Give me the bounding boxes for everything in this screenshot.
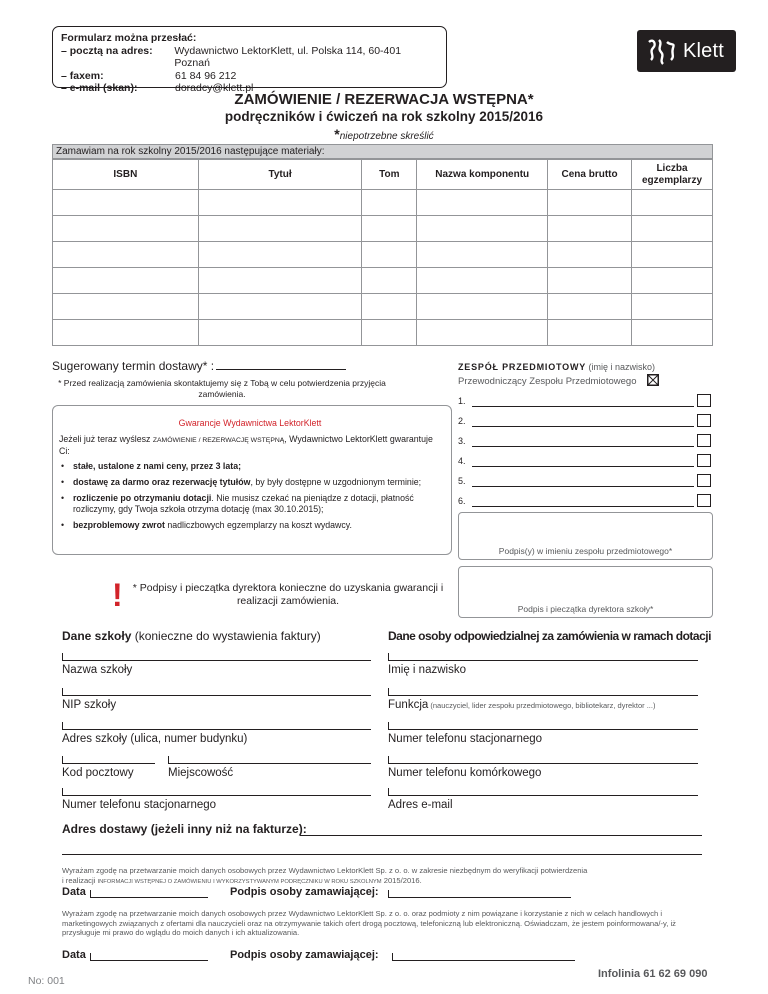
- date-label-1: Data: [62, 886, 86, 898]
- warning-text-content: * Podpisy i pieczątka dyrektora konieczne do uzyskania gwarancji i realizacji zamówienia.: [132, 582, 444, 607]
- order-table: [52, 159, 713, 346]
- table-cell[interactable]: [53, 216, 199, 242]
- table-cell[interactable]: [632, 320, 713, 346]
- team-heading-bold: ZESPÓŁ PRZEDMIOTOWY: [458, 362, 587, 372]
- member-checkbox[interactable]: [697, 414, 711, 427]
- table-cell[interactable]: [548, 216, 632, 242]
- table-cell[interactable]: [53, 190, 199, 216]
- member-name-field[interactable]: [472, 486, 694, 487]
- delivery-date-field[interactable]: [216, 360, 346, 370]
- guarantee-intro-a: Jeżeli już teraz wyślesz: [59, 434, 153, 444]
- person-name-label: Imię i nazwisko: [388, 664, 466, 676]
- consent-1-small: INFORMACJI WSTĘPNEJ O ZAMÓWIENIU I WYKORZYSTYWANYM PODRĘCZNIKU W ROKU SZKOLNYM: [97, 878, 382, 885]
- table-cell[interactable]: [417, 242, 548, 268]
- table-cell[interactable]: [548, 190, 632, 216]
- team-heading: [458, 362, 655, 372]
- contact-heading: Formularz można przesłać:: [61, 32, 197, 44]
- list-item: [59, 477, 441, 488]
- table-row: [53, 320, 713, 346]
- logo-text: Klett: [683, 39, 725, 62]
- list-item: [59, 493, 441, 515]
- date-label-2: Data: [62, 949, 86, 961]
- person-function-label: [388, 699, 655, 711]
- signature-label-2: Podpis osoby zamawiającej:: [230, 949, 379, 961]
- member-checkbox[interactable]: [697, 454, 711, 467]
- table-cell[interactable]: [198, 242, 362, 268]
- table-cell[interactable]: [632, 268, 713, 294]
- delivery-date-label: Sugerowany termin dostawy* :: [52, 359, 215, 373]
- member-checkbox[interactable]: [697, 474, 711, 487]
- date-field-1[interactable]: [90, 890, 208, 898]
- person-heading: Dane osoby odpowiedzialnej za zamówienia w ramach dotacji: [388, 629, 711, 643]
- school-heading-rest: (konieczne do wystawienia faktury): [131, 629, 321, 643]
- team-heading-note: (imię i nazwisko): [586, 362, 656, 372]
- guarantee-item-bold: stałe, ustalone z nami ceny, przez 3 lata;: [73, 461, 242, 471]
- table-row: [53, 190, 713, 216]
- school-phone-label: Numer telefonu stacjonarnego: [62, 799, 217, 811]
- person-function-note: (nauczyciel, lider zespołu przedmiotowego, bibliotekarz, dyrektor ...): [428, 701, 656, 710]
- team-member-4: [458, 454, 713, 468]
- table-cell[interactable]: [198, 294, 362, 320]
- guarantee-item-bold: bezproblemowy zwrot: [73, 520, 165, 530]
- postal-code-label: Kod pocztowy: [62, 767, 134, 779]
- school-nip-field[interactable]: [62, 688, 371, 696]
- table-cell[interactable]: [362, 320, 417, 346]
- table-row: [53, 216, 713, 242]
- school-address-field[interactable]: [62, 722, 371, 730]
- delivery-address-field[interactable]: [300, 835, 702, 836]
- signature-field-1[interactable]: [388, 890, 571, 898]
- consent-1: [62, 866, 712, 887]
- table-cell[interactable]: [53, 320, 199, 346]
- date-field-2[interactable]: [90, 953, 208, 961]
- klett-emblem-icon: [643, 36, 679, 66]
- table-cell[interactable]: [632, 242, 713, 268]
- contact-label: – e-mail (skan):: [61, 82, 138, 94]
- table-row: [53, 268, 713, 294]
- table-row: [53, 242, 713, 268]
- table-cell[interactable]: [198, 268, 362, 294]
- col-isbn: ISBN: [53, 160, 199, 190]
- table-cell[interactable]: [632, 294, 713, 320]
- table-cell[interactable]: [548, 242, 632, 268]
- asterisk: *: [334, 126, 340, 142]
- col-title: Tytuł: [198, 160, 362, 190]
- guarantee-intro: [59, 434, 441, 457]
- delivery-address-label: Adres dostawy (jeżeli inny niż na fakturze):: [62, 822, 307, 836]
- order-table-header: Zamawiam na rok szkolny 2015/2016 następujące materiały:: [52, 144, 713, 159]
- table-cell[interactable]: [548, 320, 632, 346]
- guarantee-item-rest: nadliczbowych egzemplarzy na koszt wydawcy.: [164, 520, 352, 530]
- school-heading-bold: Dane szkoły: [62, 629, 132, 643]
- member-checkbox[interactable]: [697, 494, 711, 507]
- table-cell[interactable]: [548, 294, 632, 320]
- table-cell[interactable]: [362, 242, 417, 268]
- infolinia: Infolinia 61 62 69 090: [598, 968, 708, 980]
- member-number: 1.: [458, 396, 466, 406]
- table-cell[interactable]: [53, 242, 199, 268]
- col-price: Cena brutto: [548, 160, 632, 190]
- contact-value: doradcy@klett.pl: [175, 82, 254, 94]
- table-cell[interactable]: [198, 216, 362, 242]
- school-heading: [62, 629, 321, 643]
- consent-1-line2b: 2015/2016.: [381, 875, 422, 885]
- table-cell[interactable]: [53, 294, 199, 320]
- form-title: ZAMÓWIENIE / REZERWACJA WSTĘPNA*: [234, 91, 534, 108]
- table-cell[interactable]: [53, 268, 199, 294]
- table-cell[interactable]: [362, 268, 417, 294]
- team-member-3: [458, 434, 713, 448]
- list-item: [59, 461, 441, 472]
- team-member-5: [458, 474, 713, 488]
- school-name-label: Nazwa szkoły: [62, 664, 133, 676]
- person-email-label: Adres e-mail: [388, 799, 453, 811]
- envelope-icon: [648, 375, 658, 385]
- team-member-2: [458, 414, 713, 428]
- contact-row-fax: [61, 70, 438, 83]
- city-field[interactable]: [168, 756, 371, 764]
- signature-label-1: Podpis osoby zamawiającej:: [230, 886, 379, 898]
- member-checkbox[interactable]: [697, 394, 711, 407]
- table-row: [53, 294, 713, 320]
- table-cell[interactable]: [417, 216, 548, 242]
- guarantee-intro-b: , Wydawnictwo LektorKlett gwarantuje Ci:: [59, 434, 433, 456]
- member-number: 2.: [458, 416, 466, 426]
- member-checkbox[interactable]: [697, 434, 711, 447]
- member-number: 5.: [458, 476, 466, 486]
- member-number: 3.: [458, 436, 466, 446]
- form-number: No: 001: [28, 975, 65, 987]
- list-item: [59, 520, 441, 531]
- member-name-field[interactable]: [472, 406, 694, 407]
- consent-2: Wyrażam zgodę na przetwarzanie moich danych osobowych przez Wydawnictwo LektorKlett Sp. z o. o. oraz podmioty z nim powiązane i korzystanie z nich w celach handlowych i marketingowych związanych z ofertami dla nauczycieli oraz na otrzymywanie takich ofert drogą pocztową, telefoniczną lub elektroniczną. Oświadczam, że jestem poinformowana/-y, iż przysługuje mi prawo do wglądu do moich danych i ich aktualizowania.: [62, 909, 676, 937]
- guarantee-item-bold: dostawę za darmo oraz rezerwację tytułów: [73, 477, 251, 487]
- signature-field-2[interactable]: [392, 953, 575, 961]
- table-cell[interactable]: [198, 320, 362, 346]
- table-cell[interactable]: [632, 190, 713, 216]
- member-number: 6.: [458, 496, 466, 506]
- table-cell[interactable]: [417, 320, 548, 346]
- form-note: [0, 126, 768, 142]
- member-name-field[interactable]: [472, 506, 694, 507]
- person-function-text: Funkcja: [388, 699, 429, 711]
- guarantee-item-rest: , by były dostępne w uzgodnionym terminie;: [250, 477, 422, 487]
- team-member-1: [458, 394, 713, 408]
- warning-text: [112, 582, 452, 607]
- delivery-date-note: * Przed realizacją zamówienia skontaktujemy się z Tobą w celu potwierdzenia przyjęcia zamówienia.: [58, 378, 386, 399]
- table-cell[interactable]: [632, 216, 713, 242]
- contact-value: Wydawnictwo LektorKlett, ul. Polska 114, 60-401 Poznań: [174, 44, 402, 69]
- city-label: Miejscowość: [168, 767, 234, 779]
- contact-box: [52, 26, 447, 94]
- consent-1-line2a: i realizacji: [62, 875, 98, 885]
- person-email-field[interactable]: [388, 788, 698, 796]
- table-cell[interactable]: [417, 190, 548, 216]
- person-phone-field[interactable]: [388, 722, 698, 730]
- delivery-date-row: [52, 359, 346, 373]
- consent-1-line2: [62, 876, 712, 888]
- guarantee-item-bold: rozliczenie po otrzymaniu dotacji: [73, 493, 212, 503]
- table-cell[interactable]: [362, 190, 417, 216]
- person-name-field[interactable]: [388, 653, 698, 661]
- table-cell[interactable]: [548, 268, 632, 294]
- member-name-field[interactable]: [472, 426, 694, 427]
- contact-value: 61 84 96 212: [175, 69, 237, 82]
- contact-row-post: [61, 45, 438, 70]
- director-signature-box[interactable]: [458, 566, 713, 618]
- table-cell[interactable]: [417, 268, 548, 294]
- contact-label: – pocztą na adres:: [61, 44, 153, 57]
- school-nip-label: NIP szkoły: [62, 699, 117, 711]
- team-member-6: [458, 494, 713, 508]
- person-phone-label: Numer telefonu stacjonarnego: [388, 733, 543, 745]
- school-phone-field[interactable]: [62, 788, 371, 796]
- guarantee-item-rest: . Nie musisz czekać na pieniądze z dotacji, płatność rozliczymy, gdy Twoja szkoła otrzyma dotację (max 30.10.2015);: [73, 493, 414, 514]
- table-cell[interactable]: [417, 294, 548, 320]
- guarantee-intro-small: ZAMÓWIENIE / REZERWACJĘ WSTĘPNĄ: [152, 437, 285, 444]
- team-signature-box[interactable]: [458, 512, 713, 560]
- member-name-field[interactable]: [472, 446, 694, 447]
- table-cell[interactable]: [198, 190, 362, 216]
- school-name-field[interactable]: [62, 653, 371, 661]
- table-cell[interactable]: [362, 294, 417, 320]
- member-number: 4.: [458, 456, 466, 466]
- order-table-head-row: [53, 160, 713, 190]
- form-subtitle: podręczników i ćwiczeń na rok szkolny 2015/2016: [224, 109, 544, 124]
- warning-icon: !: [112, 577, 123, 613]
- school-address-label: Adres szkoły (ulica, numer budynku): [62, 733, 248, 745]
- team-chair-checkbox[interactable]: [647, 374, 659, 386]
- person-mobile-field[interactable]: [388, 756, 698, 764]
- team-chair-label: Przewodniczący Zespołu Przedmiotowego: [458, 376, 637, 387]
- col-component: Nazwa komponentu: [417, 160, 548, 190]
- director-signature-label: Podpis i pieczątka dyrektora szkoły*: [517, 604, 654, 614]
- guarantee-box: [52, 405, 452, 555]
- person-function-field[interactable]: [388, 688, 698, 696]
- table-cell[interactable]: [362, 216, 417, 242]
- postal-code-field[interactable]: [62, 756, 155, 764]
- col-volume: Tom: [362, 160, 417, 190]
- form-note-text: niepotrzebne skreślić: [339, 131, 434, 142]
- klett-logo: [637, 30, 736, 72]
- team-signature-label: Podpis(y) w imieniu zespołu przedmiotowego*: [498, 546, 673, 556]
- consent-1-line1: Wyrażam zgodę na przetwarzanie moich danych osobowych przez Wydawnictwo LektorKlett Sp. z o. o. w zakresie niezbędnym do weryfikacji potwierdzenia: [62, 866, 588, 875]
- person-mobile-label: Numer telefonu komórkowego: [388, 767, 542, 779]
- delivery-address-field-2[interactable]: [62, 854, 702, 855]
- guarantee-list: [59, 461, 441, 531]
- guarantee-title: Gwarancje Wydawnictwa LektorKlett: [178, 418, 322, 428]
- contact-label: – faxem:: [61, 69, 104, 82]
- col-quantity: Liczba egzemplarzy: [632, 160, 713, 190]
- member-name-field[interactable]: [472, 466, 694, 467]
